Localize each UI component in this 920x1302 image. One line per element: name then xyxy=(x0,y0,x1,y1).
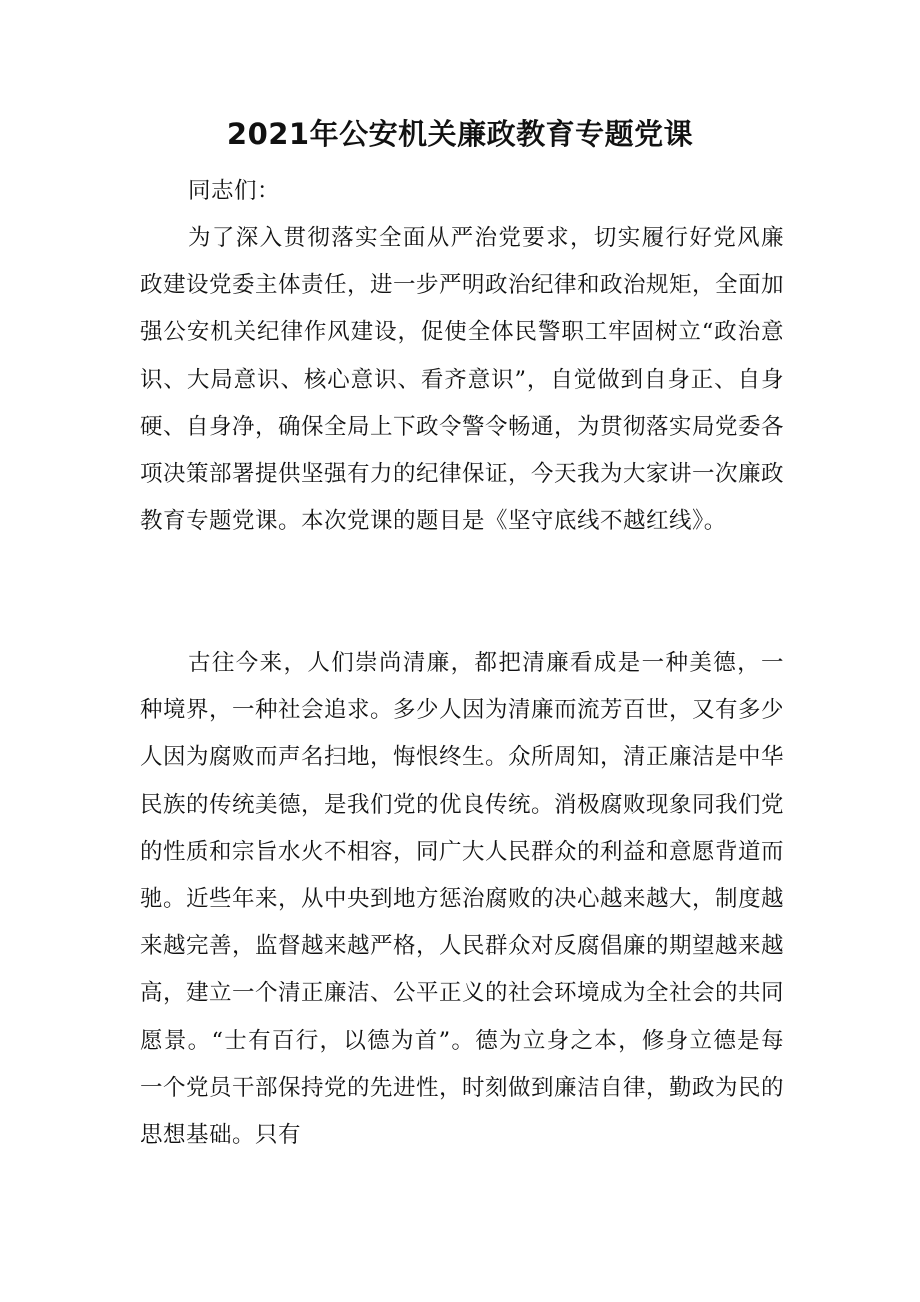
document-title: 2021年公安机关廉政教育专题党课 xyxy=(226,117,694,151)
paragraph-1: 为了深入贯彻落实全面从严治党要求，切实履行好党风廉政建设党委主体责任，进一步严明政治纪律和政治规矩，全面加强公安机关纪律作风建设，促使全体民警职工牢固树立“政治意识、大局意识、核心意识、看齐意识”，自觉做到自身正、自身硬、自身净，确保全局上下政令警令畅通，为贯彻落实局党委各项决策部署提供坚强有力的纪律保证，今天我为大家讲一次廉政教育专题党课。本次党课的题目是《坚守底线不越红线》。 xyxy=(140,225,785,535)
paragraph-2: 古往今来，人们崇尚清廉，都把清廉看成是一种美德，一种境界，一种社会追求。多少人因为清廉而流芳百世，又有多少人因为腐败而声名扫地，悔恨终生。众所周知，清正廉洁是中华民族的传统美德，是我们党的优良传统。消极腐败现象同我们党的性质和宗旨水火不相容，同广大人民群众的利益和意愿背道而驰。近些年来，从中央到地方惩治腐败的决心越来越大，制度越来越完善，监督越来越严格，人民群众对反腐倡廉的期望越来越高，建立一个清正廉洁、公平正义的社会环境成为全社会的共同愿景。“士有百行，以德为首”。德为立身之本，修身立德是每一个党员干部保持党的先进性，时刻做到廉洁自律，勤政为民的思想基础。只有 xyxy=(140,650,785,1149)
greeting-line: 同志们： xyxy=(188,178,281,204)
